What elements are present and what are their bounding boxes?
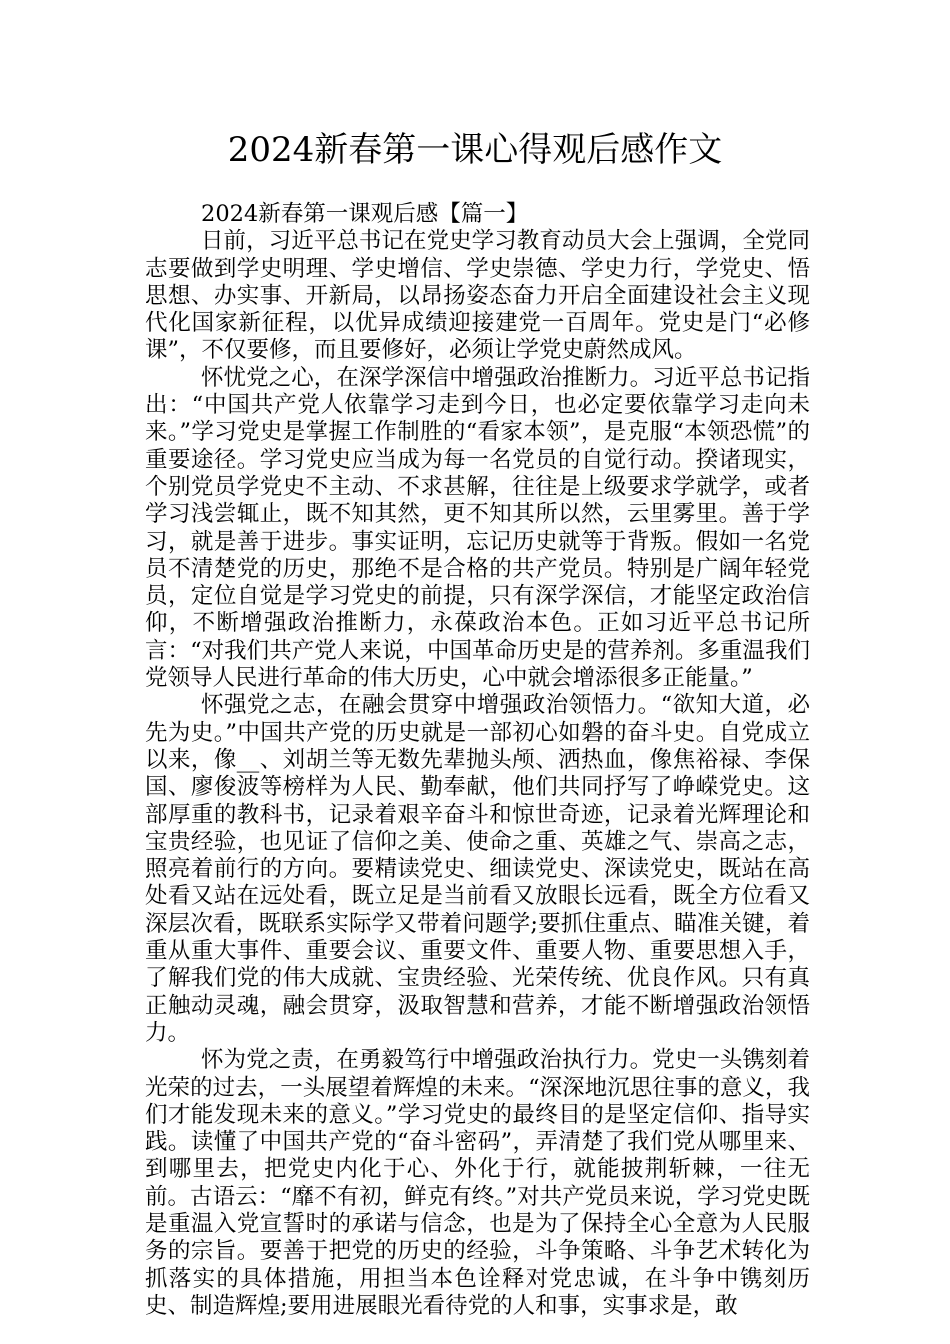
section-heading: 2024新春第一课观后感【篇一】 — [201, 201, 529, 227]
paragraph: 怀为党之责，在勇毅笃行中增强政治执行力。党史一头镌刻着光荣的过去，一头展望着辉煌的未来。“深深地沉思往事的意义，我们才能发现未来的意义。”学习党史的最终目的是坚定信仰、指导实践。读懂了中国共产党的“奋斗密码”，弄清楚了我们党从哪里来、到哪里去，把党史内化于心、外化于行，就能披荆斩棘，一往无前。古语云：“靡不有初，鲜克有终。”对共产党员来说，学习党史既是重温入党宣誓时的承诺与信念，也是为了保持全心全意为人民服务的宗旨。要善于把党的历史的经验，斗争策略、斗争艺术转化为抓落实的具体措施，用担当本色诠释对党忠诚，在斗争中镌刻历史、制造辉煌;要用进展眼光看待党的人和事，实事求是，敢 — [145, 1047, 810, 1319]
paragraph: 怀强党之志，在融会贯穿中增强政治领悟力。“欲知大道，必先为史。”中国共产党的历史就是一部初心如磐的奋斗史。自党成立以来，像__、刘胡兰等无数先辈抛头颅、洒热血，像焦裕禄、李保国、廖俊波等榜样为人民、勤奉献，他们共同抒写了峥嵘党史。这部厚重的教科书，记录着艰辛奋斗和惊世奇迹，记录着光辉理论和宝贵经验，也见证了信仰之美、使命之重、英雄之气、崇高之志，照亮着前行的方向。要精读党史、细读党史、深读党史，既站在高处看又站在远处看，既立足是当前看又放眼长远看，既全方位看又深层次看，既联系实际学又带着问题学;要抓住重点、瞄准关键，着重从重大事件、重要会议、重要文件、重要人物、重要思想入手，了解我们党的伟大成就、宝贵经验、光荣传统、优良作风。只有真正触动灵魂，融会贯穿，汲取智慧和营养，才能不断增强政治领悟力。 — [145, 692, 810, 1046]
paragraph: 怀忧党之心，在深学深信中增强政治推断力。习近平总书记指出：“中国共产党人依靠学习走到今日，也必定要依靠学习走向未来。”学习党史是掌握工作制胜的“看家本领”，是克服“本领恐慌”的重要途径。学习党史应当成为每一名党员的自觉行动。揆诸现实，个别党员学党史不主动、不求甚解，往往是上级要求学就学，或者学习浅尝辄止，既不知其然，更不知其所以然，云里雾里。善于学习，就是善于进步。事实证明，忘记历史就等于背叛。假如一名党员不清楚党的历史，那绝不是合格的共产党员。特别是广阔年轻党员，定位自觉是学习党史的前提，只有深学深信，才能坚定政治信仰，不断增强政治推断力，永葆政治本色。正如习近平总书记所言：“对我们共产党人来说，中国革命历史是的营养剂。多重温我们党领导人民进行革命的伟大历史，心中就会增添很多正能量。” — [145, 364, 810, 692]
page-title: 2024新春第一课心得观后感作文 — [227, 130, 723, 170]
document-body — [145, 201, 810, 1320]
paragraph: 日前，习近平总书记在党史学习教育动员大会上强调，全党同志要做到学史明理、学史增信、学史崇德、学史力行，学党史、悟思想、办实事、开新局，以昂扬姿态奋力开启全面建设社会主义现代化国家新征程，以优异成绩迎接建党一百周年。党史是门“必修课”，不仅要修，而且要修好，必须让学党史蔚然成风。 — [145, 228, 810, 364]
